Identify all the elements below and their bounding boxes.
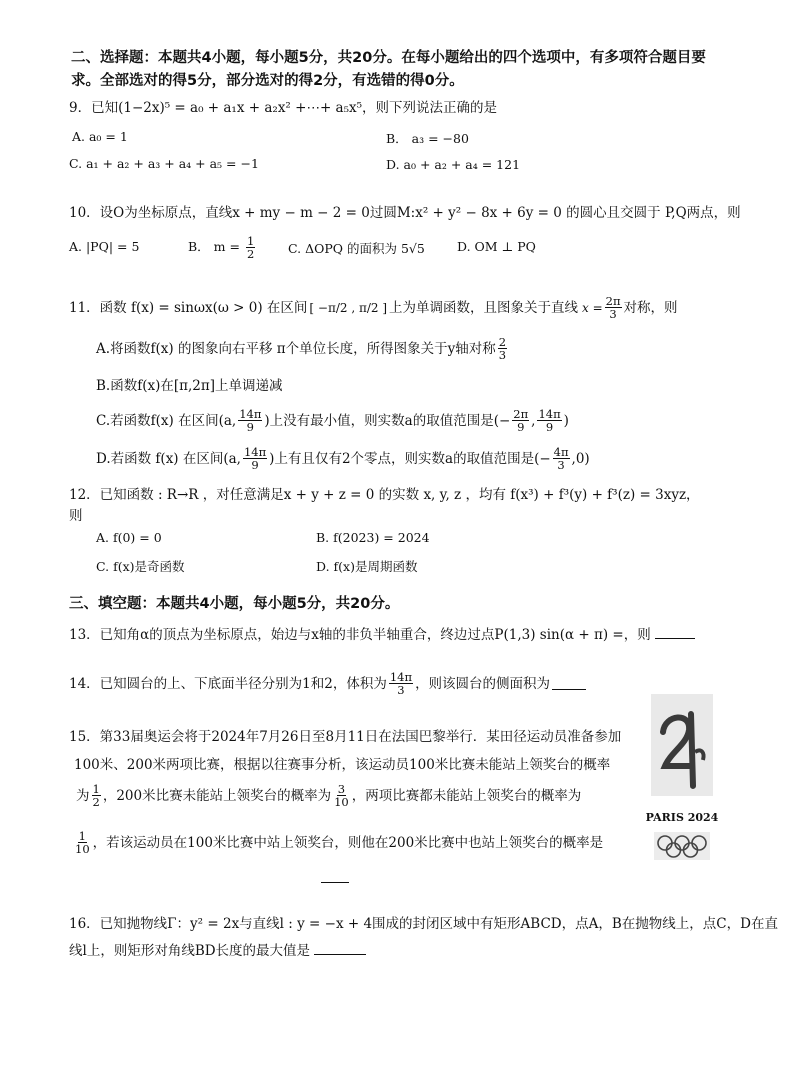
- q11-option-c-part-1: C.若函数f(x) 在区间(a,: [96, 412, 237, 429]
- q9-option-d: D. a₀ + a₂ + a₄ = 121: [386, 157, 521, 172]
- q11-option-d: [96, 446, 590, 471]
- q16-line-2-text: 线l上，则矩形对角线BD长度的最大值是: [69, 943, 311, 959]
- q15-line-4-text: ，若该运动员在100米比赛中站上领奖台，则他在200米比赛中也站上领奖台的概率是: [92, 834, 604, 851]
- fraction-denominator: 3: [397, 683, 405, 697]
- fraction-numerator: 3: [337, 782, 346, 796]
- q11-option-c-fraction-3: [537, 408, 561, 433]
- fraction-numerator: 2π: [605, 294, 621, 308]
- q11-option-a-text: A.将函数f(x) 的图象向右平移 π个单位长度，所得图象关于y轴对称: [96, 340, 496, 357]
- q11-option-a-fraction: [498, 336, 507, 361]
- q15-fraction-1: [92, 783, 101, 808]
- q16-line-1: 16．已知抛物线Γ：y² = 2x与直线l : y = −x + 4围成的封闭区域中有矩形ABCD，点A，B在抛物线上，点C，D在直: [69, 916, 778, 932]
- fraction-denominator: 3: [609, 307, 617, 321]
- q10-stem: 10．设O为坐标原点，直线x + my − m − 2 = 0过圆M:x² + y² − 8x + 6y = 0 的圆心且交圆于 P,Q两点，则: [69, 205, 741, 221]
- q13-answer-blank[interactable]: [655, 626, 695, 639]
- q12-option-c: C. f(x)是奇函数: [96, 559, 185, 574]
- fraction-denominator: 9: [251, 458, 259, 472]
- fraction-denominator: 10: [334, 795, 349, 809]
- q9-stem: 9．已知(1−2x)⁵ = a₀ + a₁x + a₂x² +⋯+ a₅x⁵，则下列说法正确的是: [69, 100, 498, 116]
- q12-then: 则: [69, 508, 83, 524]
- fraction-numerator: 4π: [553, 445, 569, 459]
- fraction-denominator: 9: [246, 420, 254, 434]
- q11-option-c-fraction-2: [512, 408, 529, 433]
- q11-stem: [69, 295, 678, 320]
- q11-option-d-part-2: )上有且仅有2个零点，则实数a的取值范围是(−: [269, 450, 551, 467]
- q11-axis-x: x =: [582, 300, 603, 315]
- fraction-numerator: 14π: [538, 407, 561, 421]
- q11-stem-part-1: 11．函数 f(x) = sinωx(ω > 0) 在区间: [69, 299, 308, 316]
- q11-option-a: [96, 336, 509, 361]
- q11-option-c-fraction-1: [238, 408, 262, 433]
- q11-axis-fraction: [605, 295, 622, 320]
- fraction-denominator: 10: [75, 842, 90, 856]
- fraction-numerator: 2: [498, 335, 507, 349]
- fraction-numerator: 14π: [243, 445, 267, 459]
- q12-option-a: A. f(0) = 0: [96, 530, 162, 545]
- q10-option-b: [188, 235, 257, 260]
- fraction-numerator: 14π: [239, 407, 262, 421]
- q14-stem-part-1: 14．已知圆台的上、下底面半径分别为1和2，体积为: [69, 675, 387, 692]
- q15-line-4: [72, 830, 603, 855]
- fraction-denominator: 3: [498, 348, 507, 362]
- q15-line-3: [76, 783, 581, 808]
- q14-answer-blank[interactable]: [552, 677, 586, 690]
- section-2-heading: [71, 47, 706, 93]
- q12-option-d: D. f(x)是周期函数: [316, 559, 418, 574]
- fraction-denominator: 3: [557, 458, 565, 472]
- section-3-heading: 三、填空题：本题共4小题，每小题5分，共20分。: [69, 596, 400, 612]
- q9-option-b: B． a₃ = −80: [386, 131, 469, 146]
- q12-stem: 12．已知函数 : R→R ，对任意满足x + y + z = 0 的实数 x, y, z ，均有 f(x³) + f³(y) + f³(z) = 3xyz，: [69, 487, 700, 503]
- fraction-denominator: 2: [92, 795, 100, 809]
- section-2-line-2: 求。全部选对的得5分，部分选对的得2分，有选错的得0分。: [71, 73, 464, 89]
- q11-option-c: [96, 408, 569, 433]
- q12-option-b: B. f(2023) = 2024: [316, 530, 430, 545]
- paris-2024-emblem-icon: [651, 694, 713, 796]
- q10-option-b-prefix: B． m =: [188, 239, 240, 254]
- q11-option-d-part-3: ,0): [571, 450, 590, 467]
- q13-stem: 13．已知角α的顶点为坐标原点，始边与x轴的非负半轴重合，终边过点P(1,3) sin(α + π) =，则: [69, 627, 651, 643]
- fraction-denominator: 2: [246, 247, 255, 261]
- q14-text: [69, 671, 586, 696]
- q15-line-3-part-2: ，200米比赛未能站上领奖台的概率为: [102, 787, 332, 804]
- q15-line-2: 100米、200米两项比赛，根据以往赛事分析，该运动员100米比赛未能站上领奖台的概率: [74, 757, 611, 773]
- q11-stem-part-3: 对称，则: [623, 299, 678, 316]
- q15-fraction-3: [74, 830, 91, 855]
- fraction-numerator: 2π: [513, 407, 529, 421]
- q11-option-b: B.函数f(x)在[π,2π]上单调递减: [96, 378, 283, 394]
- q11-option-d-part-1: D.若函数 f(x) 在区间(a,: [96, 450, 241, 467]
- olympic-rings-icon: [654, 832, 710, 860]
- q13-text: [69, 625, 695, 645]
- fraction-denominator: 9: [545, 420, 554, 434]
- q11-option-c-part-4: ): [563, 412, 569, 429]
- q15-fraction-2: [333, 783, 350, 808]
- paris-2024-logo-image: [651, 694, 713, 796]
- q11-stem-part-2: 上为单调函数，且图象关于直线: [389, 299, 579, 316]
- q9-option-a: A. a₀ = 1: [72, 129, 128, 144]
- fraction-numerator: 1: [246, 234, 255, 248]
- fraction-numerator: 14π: [389, 670, 413, 684]
- fraction-denominator: 9: [517, 420, 525, 434]
- q16-answer-blank[interactable]: [314, 942, 366, 955]
- q11-interval: [ −π/2 , π/2 ]: [309, 300, 388, 315]
- section-2-line-1: 二、选择题：本题共4小题，每小题5分，共20分。在每小题给出的四个选项中，有多项符合题目要: [71, 50, 706, 66]
- fraction-numerator: 1: [78, 829, 86, 843]
- q11-option-c-part-3: ,: [531, 412, 536, 429]
- q15-line-1: 15．第33届奥运会将于2024年7月26日至8月11日在法国巴黎举行．某田径运动员准备参加: [69, 729, 622, 745]
- q9-option-c: C. a₁ + a₂ + a₃ + a₄ + a₅ = −1: [69, 156, 259, 171]
- fraction-numerator: 1: [92, 782, 100, 796]
- paris-2024-label: PARIS 2024: [645, 811, 719, 824]
- q10-option-c: C. ΔOPQ 的面积为 5√5: [288, 241, 425, 256]
- q10-option-d: D. OM ⊥ PQ: [457, 239, 536, 254]
- q10-option-a: A. |PQ| = 5: [69, 239, 140, 254]
- q10-option-b-fraction: [246, 235, 255, 260]
- q14-volume-fraction: [389, 671, 413, 696]
- q15-line-3-part-1: 为: [76, 787, 90, 804]
- q15-answer-blank[interactable]: [321, 870, 349, 883]
- q16-line-2: [69, 941, 366, 961]
- q11-option-d-fraction-1: [243, 446, 267, 471]
- q15-line-3-part-3: ，两项比赛都未能站上领奖台的概率为: [351, 787, 582, 804]
- q14-stem-part-2: ，则该圆台的侧面积为: [415, 675, 551, 692]
- q11-option-c-part-2: )上没有最小值，则实数a的取值范围是(−: [264, 412, 511, 429]
- q11-option-d-fraction-2: [553, 446, 570, 471]
